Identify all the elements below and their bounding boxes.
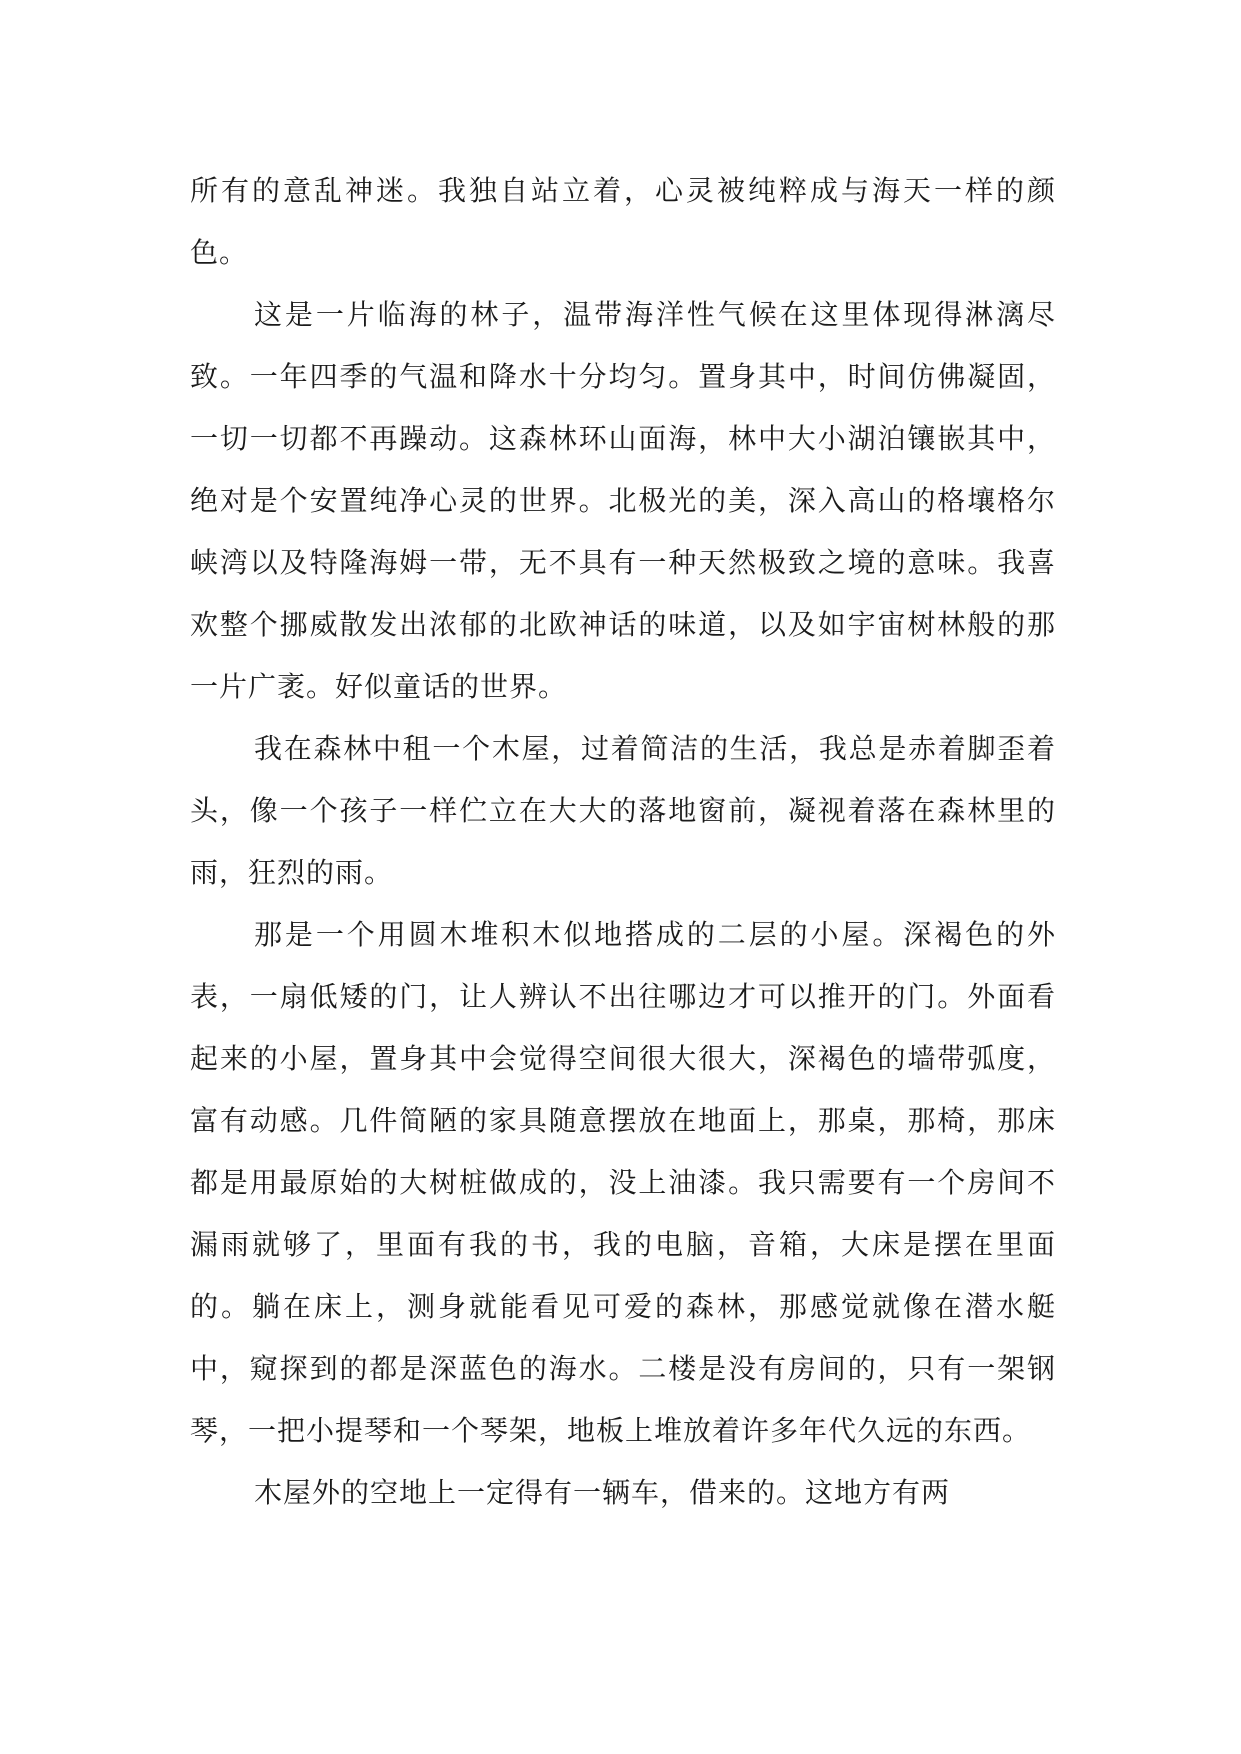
paragraph-5: 木屋外的空地上一定得有一辆车，借来的。这地方有两 [254, 1476, 951, 1509]
paragraph-2: 这是一片临海的林子，温带海洋性气候在这里体现得淋漓尽致。一年四季的气温和降水十分均匀。置身其中，时间仿佛凝固，一切一切都不再躁动。这森林环山面海，林中大小湖泊镶嵌其中，绝对是个安置纯净心灵的世界。北极光的美，深入高山的格壤格尔峡湾以及特隆海姆一带，无不具有一种天然极致之境的意味。我喜欢整个挪威散发出浓郁的北欧神话的味道，以及如宇宙树林般的那一片广袤。好似童话的世界。 [190, 298, 1056, 703]
paragraph-1: 所有的意乱神迷。我独自站立着，心灵被纯粹成与海天一样的颜色。 [190, 174, 1056, 269]
paragraph-4: 那是一个用圆木堆积木似地搭成的二层的小屋。深褐色的外表，一扇低矮的门，让人辨认不出往哪边才可以推开的门。外面看起来的小屋，置身其中会觉得空间很大很大，深褐色的墙带弧度，富有动感。几件简陋的家具随意摆放在地面上，那桌，那椅，那床都是用最原始的大树桩做成的，没上油漆。我只需要有一个房间不漏雨就够了，里面有我的书，我的电脑，音箱，大床是摆在里面的。躺在床上，测身就能看见可爱的森林，那感觉就像在潜水艇中，窥探到的都是深蓝色的海水。二楼是没有房间的，只有一架钢琴，一把小提琴和一个琴架，地板上堆放着许多年代久远的东西。 [190, 918, 1056, 1447]
document-page [190, 160, 1056, 1660]
paragraph-3: 我在森林中租一个木屋，过着简洁的生活，我总是赤着脚歪着头，像一个孩子一样伫立在大大的落地窗前，凝视着落在森林里的雨，狂烈的雨。 [190, 732, 1056, 889]
